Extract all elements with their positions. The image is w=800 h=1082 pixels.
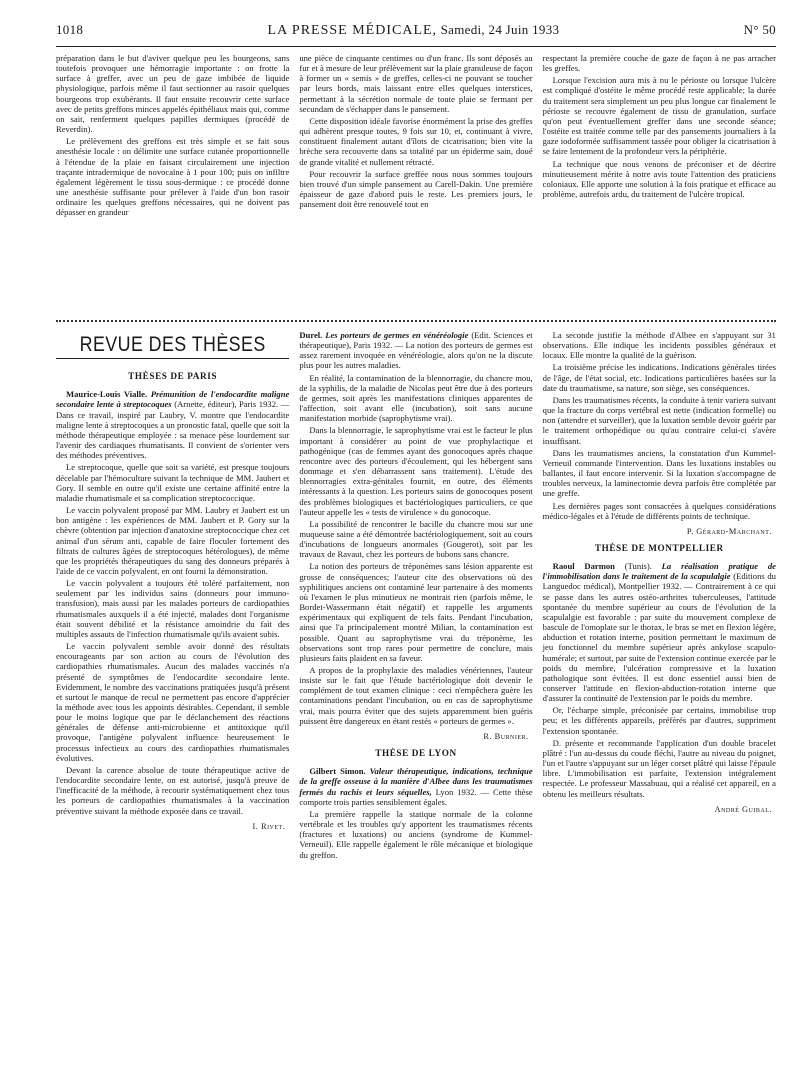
thesis-reference: (Edit. Sciences et thérapeutique), Paris 1932. — La notion des porteurs de germes est assez rarement invoquée en vénéréologie, alors qu'on ne la discute plus pour les autres maladies. bbox=[299, 330, 533, 371]
title-rule bbox=[56, 358, 289, 359]
review-darmon-intro bbox=[543, 561, 776, 703]
paragraph: La notion des porteurs de tréponèmes sans lésion apparente est grosse de conséquences; l'auteur cite des observations où des syphilitiques anciens ont contaminé leur partenaire à des moments où l'examen le plus minutieux ne montrait rien (parfois même, le Bordet-Wassermann était négatif) et rappelle les arguments expérimentaux qui expliquent de tels faits. Pendant l'incubation, ainsi que l'a principalement montré Milian, la contamination est possible. Quant au saprophytisme vrai du tréponème, les observations sont trop rares pour permettre de conclure, mais plusieurs faits plaident en sa faveur. bbox=[299, 561, 533, 663]
paragraph: Pour recouvrir la surface greffée nous nous sommes toujours bien trouvé d'un simple pansement au Carell-Dakin. Une première épaisseur de gaze d'abord puis le reste. Les premiers jours, le pansement doit être renouvelé tout en bbox=[299, 168, 533, 210]
paragraph: Le vaccin polyvalent semble avoir donné des résultats encourageants par son action au cours de l'évolution des cardiopathies rhumatismales. Aucun des malades vaccinés n'a présenté de symptômes de l'endocardite secondaire lente. Evidemment, le nombre des vaccinations pratiquées jusqu'à présent et surtout le manque de recul ne permettent pas encore d'apprécier la méthode avec tous les appoints désirables. Cependant, il semble pour le moins logique que par le déclanchement des réactions générales de défense anti-microbienne et antitoxique qu'il provoque, l'antigène polyvalent influence heureusement le processus infectieux au cours des cardiopathies rhumatismales évolutives. bbox=[56, 641, 290, 763]
author-city: (Tunis). bbox=[624, 561, 652, 572]
paragraph: Cette disposition idéale favorise énormément la prise des greffes qui adhèrent presque toutes, 9 fois sur 10, et, continuant à vivre, constituent finalement autant d'îlots de cicatrisation; bien vite la brèche sera recouverte dans sa totalité par un épiderme sain, doué de grande vitalité et nullement rétracté. bbox=[299, 115, 533, 167]
issue-date: Samedi, 24 Juin 1933 bbox=[440, 22, 560, 37]
page-header bbox=[56, 22, 776, 40]
paragraph: Les dernières pages sont consacrées à quelques considérations médico-légales et à l'étude de différents points de technique. bbox=[542, 500, 776, 521]
paragraph: La seconde justifie la méthode d'Albee en s'appuyant sur 31 observations. Elle indique les incidents possibles généraux et locaux. Elle montre la qualité de la guérison. bbox=[542, 330, 776, 361]
author-name: Gilbert Simon. bbox=[309, 766, 366, 777]
paragraph: Le vaccin polyvalent proposé par MM. Laubry et Jaubert est un bon antigène : les expériences de MM. Jaubert et P. Gory sur la chèvre (obtention par injection d'anatoxine streptococcique chez cet animal d'un sérum anti, capable de faire floculer fortement des filtrats de cultures âgées de streptocoques hétérologues), de même que les propriétés thérapeutiques du sang des donneurs préparés à l'aide de ce vaccin polyvalent, en ont fourni la démonstration. bbox=[56, 505, 290, 576]
paragraph: Dans les traumatismes récents, la conduite à tenir variera suivant que la fracture du corps vertébral est nette (indication formelle) ou non (attendre et surveiller), que la luxation semble devoir guérir par le traitement orthopédique ou qu'au contraire celui-ci s'avère insuffisant. bbox=[542, 394, 776, 446]
paragraph: respectant la première couche de gaze de façon à ne pas arracher les greffes. bbox=[542, 53, 776, 74]
author-name: Raoul Darmon bbox=[552, 561, 615, 572]
review-vialle-intro bbox=[56, 389, 289, 460]
bottom-column-2 bbox=[299, 330, 532, 1052]
paragraph: Or, l'écharpe simple, préconisée par certains, immobilise trop peu; et les différents appareils, préférés par d'autres, suppriment l'extension spontanée. bbox=[542, 705, 776, 736]
thesis-title: Les porteurs de germes en vénéréologie bbox=[325, 330, 469, 340]
top-column-3 bbox=[543, 53, 776, 315]
page-number: 1018 bbox=[56, 22, 84, 37]
thesis-reference: Lyon 1932. — Cette thèse comporte trois parties sensiblement égales. bbox=[299, 786, 533, 807]
thesis-title: La réalisation pratique de l'immobilisation dans le traitement de la scapulalgie bbox=[542, 561, 776, 582]
heading-montpellier: THÈSE DE MONTPELLIER bbox=[594, 542, 724, 553]
thesis-title: Valeur thérapeutique, indications, technique de la greffe osseuse à la manière d'Albee dans les traumatismes fermés du rachis et leurs séquelles, bbox=[299, 766, 533, 797]
top-column-2 bbox=[299, 53, 532, 315]
top-article bbox=[56, 53, 776, 315]
section-title: REVUE DES THÈSES bbox=[79, 333, 266, 356]
thesis-reference: (Arnette, éditeur), Paris 1932. — Dans ce travail, inspiré par Laubry, V. montre que l'endocardite maligne lente à streptocoques a un pronostic fatal, quelle que soit la méthode thérapeutique employée : sa menace pèse lourdement sur l'avenir des cardiaques rhumatisants. Il convient de s'orienter vers des méthodes préventives. bbox=[56, 399, 290, 461]
paragraph: Le streptocoque, quelle que soit sa variété, est presque toujours décelable par l'hémoculture suivant la technique de MM. Jaubert et Gory. Il semble en outre qu'il existe une certaine affinité entre la maladie rhumatismale et sa complication streptococcique. bbox=[56, 462, 290, 503]
review-simon-intro bbox=[299, 766, 532, 807]
reviewer-signature: André Guibal. bbox=[714, 804, 772, 814]
paragraph: La possibilité de rencontrer le bacille du chancre mou sur une muqueuse saine a été démontrée bactériologiquement, soit au cours d'incubations de longueurs anormales (Gougerot), soit par les travaux de Ravaut, chez les porteurs de bubons sans chancre. bbox=[299, 518, 533, 560]
paragraph: Devant la carence absolue de toute thérapeutique active de l'endocardite secondaire lente, on est autorisé, jusqu'à preuve de l'inefficacité de la méthode, à recourir systématiquement chez tous les porteurs de cardiopathies rhumatismales à la vaccination préventive suivant la méthode exposée dans ce travail. bbox=[56, 764, 290, 816]
paragraph: Le vaccin polyvalent a toujours été toléré parfaitement, non seulement par les individus sains (donneurs pour immuno-transfusion), mais aussi par les malades porteurs de cardiopathies rhumatismales auxquels il a été injecté, malades dont l'organisme était souvent débilité et la résistance amoindrie du fait des multiples assauts de l'infection rhumatismale qu'ils avaient subis. bbox=[56, 578, 290, 639]
paragraph: La première rappelle la statique normale de la colonne vertébrale et les troubles qu'y apportent les traumatismes récents (fractures et luxations) ou anciens (syndrome de Kummel-Verneuil). Elle rappelle également le rôle mécanique et biologique du greffon. bbox=[299, 808, 533, 860]
paragraph: A propos de la prophylaxie des maladies vénériennes, l'auteur insiste sur le fait que l'étude bactériologique doit devenir le complément de tout examen clinique : ceci n'empêchera guère les contaminations pendant l'incubation, ou en cas de saprophytisme vrai, mais pourra éviter que des sujets apparemment bien guéris puissent être dangereux en étant restés « porteurs de germes ». bbox=[299, 665, 533, 726]
bottom-column-1 bbox=[56, 330, 289, 1052]
reviewer-signature: P. Gérard-Marchant. bbox=[686, 526, 772, 536]
author-name: Maurice-Louis Vialle. bbox=[66, 389, 148, 400]
paragraph: une pièce de cinquante centimes ou d'un franc. Ils sont déposés au fur et à mesure de leur prélèvement sur la plaie granuleuse de façon à former un « semis » de greffes, celles-ci ne pouvant se toucher par leurs bords, mais laissant entre elles quelques interstices, permettant à la sécrétion normale de toute plaie se fermant per secundam de s'échapper dans le pansement. bbox=[299, 53, 533, 114]
paragraph: Dans la blennorragie, le saprophytisme vrai est le facteur le plus important à considérer au point de vue prophylactique et pathogénique (cas de femmes ayant des gonocoques après chaque rencontre avec des porteurs d'écoulement, qui les hébergent sans dommage et s'en débarrassent sans traitement). L'étude des blennorragies extra-génitales fournit, en outre, des éléments intéressants à la question. Les porteurs sains de gonocoques posent des problèmes biologiques et bactériologiques particuliers, ce que l'auteur appelle les « tests de virulence » du gonocoque. bbox=[299, 425, 533, 517]
heading-paris: THÈSES DE PARIS bbox=[128, 371, 218, 382]
review-durel-intro bbox=[299, 330, 532, 371]
header-rule bbox=[56, 46, 776, 47]
paragraph: Le prélèvement des greffons est très simple et se fait sous anesthésie locale : on délimite une surface cutanée proportionnelle à l'étendue de la plaie en faisant circulairement une injection traçante intradermique de novocaïne à 1 pour 100; puis on infiltre également légèrement le tissu sous-dermique : ce procédé donne une anesthésie suffisante pour prélever à l'aide d'un bon rasoir ordinaire les quelques greffons nécessaires, qui ne doivent pas dépasser en grandeur bbox=[56, 136, 290, 218]
thesis-title: Prémunition de l'endocardite maligne secondaire lente à streptocoques bbox=[56, 389, 290, 410]
top-column-1 bbox=[56, 53, 289, 315]
issue-number: N° 50 bbox=[743, 22, 776, 37]
paragraph: D. présente et recommande l'application d'un double bracelet plâtré : l'un au-dessus du coude fléchi, l'autre au niveau du poignet, l'un et l'autre s'appuyant sur un léger corset plâtré qui laisse l'épaule libre. L'immobilisation est parfaite, l'extension intégralement respectée. Le professeur Massabuau, qui a réalisé cet appareil, en a obtenu les meilleurs résultats. bbox=[542, 737, 776, 799]
revue-des-theses bbox=[56, 330, 776, 1052]
journal-page bbox=[56, 22, 776, 1052]
paragraph: En réalité, la contamination de la blennorragie, du chancre mou, de la syphilis, de la maladie de Nicolas peut être due à des porteurs de germes, soit après les manifestations cliniques apparentes de l'affection, soit avant elle (incubation), soit sans aucune manifestation morbide (saprophytisme vrai). bbox=[299, 372, 533, 424]
bottom-column-3 bbox=[543, 330, 776, 1052]
journal-title: LA PRESSE MÉDICALE, bbox=[267, 23, 438, 38]
reviewer-signature: I. Rivet. bbox=[252, 821, 286, 831]
section-separator bbox=[56, 320, 776, 322]
author-name: Durel. bbox=[299, 330, 323, 340]
running-title bbox=[268, 22, 560, 39]
paragraph: La troisième précise les indications. Indications générales tirées de l'âge, de l'état social, etc. Indications particulières basées sur la date du traumatisme, sa nature, son siège, ses conséquences. bbox=[542, 362, 776, 393]
heading-lyon: THÈSE DE LYON bbox=[375, 748, 457, 759]
reviewer-signature: R. Burnier. bbox=[483, 731, 529, 741]
paragraph: Lorsque l'excision aura mis à nu le périoste ou lorsque l'ulcère est compliqué d'ostéite le même procédé reste applicable; la durée du traitement sera simplement un peu plus longue car finalement le périoste se recouvre également de tissu de granulation, surface qu'on peut éventuellement greffer dans une seconde séance; l'ostéite est traitée comme telle par des pansements journaliers à la gaze iodoformée suffisamment tassée pour obliger la cicatrisation à se faire lentement de la profondeur vers la périphérie. bbox=[542, 75, 776, 157]
thesis-reference: (Editions du Languedoc médical), Montpellier 1932. — Contrairement à ce qui se passe dans les autres ostéo-arthrites tuberculeuses, l'attitude spontanée du membre supérieur au cours de l'évolution de la scapulalgie est favorable : par suite du mouvement complexe de bascule de l'omoplate sur le thorax, le bras se met en flexion légère, abduction et rotation interne, position permettant le maximum de jeu fonctionnel du membre supérieur après ankylose scapulo-humérale; et surtout, par suite de l'extension continue exercée par le poids du membre, l'ulcération compressive et la luxation pathologique sont évitées. Il est donc essentiel aussi bien de conserver l'attitude en flexion-abduction-rotation interne que d'assurer la continuité de l'extension par le poids du membre. bbox=[542, 571, 776, 704]
paragraph: préparation dans le but d'aviver quelque peu les bourgeons, sans toutefois provoquer une hémorragie importante : on frotte la surface à greffer, avec un peu de gaze imbibée de liquide physiologique, parfois même il faut sectionner au rasoir quelques bourgeons trop exubérants. Il faut ensuite recouvrir cette surface avec de petits greffons minces appelés épithéliaux mais qui, comme on sait, renferment quelques papilles dermiques (procédé de Reverdin). bbox=[56, 53, 290, 135]
paragraph: Dans les traumatismes anciens, la constatation d'un Kummel-Verneuil commande l'intervention. Dans les luxations instables ou ballantes, il faut encore intervenir. Si la luxation s'accompagne de troubles nerveux, la laminectomie devra parfois être complétée par une greffe. bbox=[542, 447, 776, 499]
paragraph: La technique que nous venons de préconiser et de décrire minutieusement mérite à notre avis toute l'attention des praticiens coloniaux. Elle apporte une solution à la fois pratique et efficace au problème, autrefois ardu, du traitement de l'ulcère tropical. bbox=[542, 158, 776, 200]
